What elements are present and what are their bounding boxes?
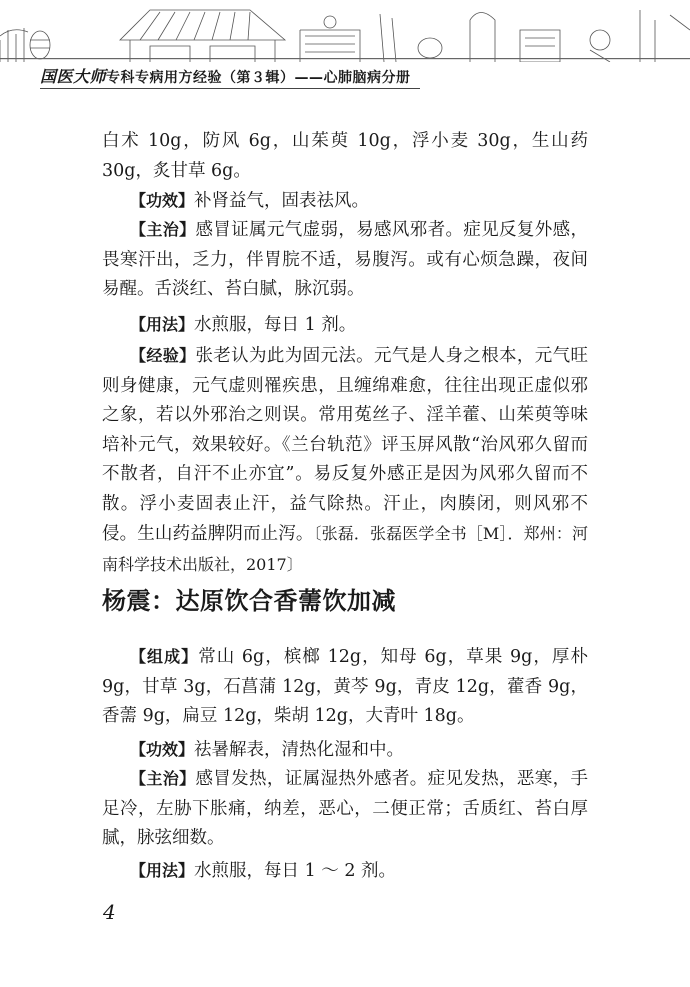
usage-label: 【用法】 [130, 861, 195, 880]
prev-experience-label: 【经验】 [130, 346, 196, 365]
composition-text: 常山 6g，槟榔 12g，知母 6g，草果 9g，厚朴 9g，甘草 3g，石菖蒲 12g，黄芩 9g，青皮 12g，藿香 9g，香薷 9g，扁豆 12g，柴胡 12g，大青叶 18g。 [102, 647, 588, 726]
prev-indication [102, 215, 588, 305]
prev-efficacy-label: 【功效】 [130, 191, 195, 210]
page-number: 4 [103, 900, 116, 924]
usage-text: 水煎服，每日 1 ～ 2 剂。 [194, 861, 397, 881]
header-title-text: 专科专病用方经验（第３辑）——心肺脑病分册 [106, 70, 411, 86]
section-heading: 杨震：达原饮合香薷饮加减 [102, 587, 396, 615]
indication [102, 764, 588, 854]
prev-experience [102, 341, 588, 580]
prev-indication-label: 【主治】 [130, 220, 196, 239]
running-header [40, 64, 411, 87]
efficacy [102, 735, 588, 766]
continued-composition-text: 白术 10g，防风 6g，山茱萸 10g，浮小麦 30g，生山药 30g，炙甘草 6g。 [102, 131, 588, 181]
header-illustration [0, 0, 690, 62]
prev-efficacy-text: 补肾益气，固表祛风。 [194, 191, 370, 211]
efficacy-text: 祛暑解表，清热化湿和中。 [194, 740, 405, 760]
prev-experience-reference: 〔张磊．张磊医学全书［M］．郑州：河南科学技术出版社，2017〕 [102, 524, 588, 574]
header-rule [40, 88, 420, 89]
prev-usage-text: 水煎服，每日 1 剂。 [194, 315, 357, 335]
efficacy-label: 【功效】 [130, 740, 195, 759]
prev-efficacy [102, 186, 588, 217]
header-brand: 国医大师 [40, 67, 107, 86]
composition [102, 642, 588, 732]
indication-label: 【主治】 [130, 769, 196, 788]
prev-usage-label: 【用法】 [130, 315, 195, 334]
composition-label: 【组成】 [130, 647, 199, 666]
usage [102, 856, 588, 887]
indication-text: 感冒发热，证属湿热外感者。症见发热，恶寒，手足冷，左胁下胀痛，纳差，恶心，二便正常；舌质红、苔白厚腻，脉弦细数。 [102, 769, 588, 848]
continued-composition [102, 127, 588, 186]
prev-indication-text: 感冒证属元气虚弱，易感风邪者。症见反复外感，畏寒汗出，乏力，伴胃脘不适，易腹泻。或有心烦急躁，夜间易醒。舌淡红、苔白腻，脉沉弱。 [102, 220, 588, 299]
prev-usage [102, 310, 588, 341]
prev-experience-text: 张老认为此为固元法。元气是人身之根本，元气旺则身健康，元气虚则罹疾患，且缠绵难愈，往往出现正虚似邪之象，若以外邪治之则误。常用菟丝子、淫羊藿、山茱萸等味培补元气，效果较好。《兰台轨范》评玉屏风散“治风邪久留而不散者，自汗不止亦宜”。易反复外感正是因为风邪久留而不散。浮小麦固表止汗，益气除热。汗止，肉腠闭，则风邪不侵。生山药益脾阴而止泻。 [102, 346, 588, 544]
